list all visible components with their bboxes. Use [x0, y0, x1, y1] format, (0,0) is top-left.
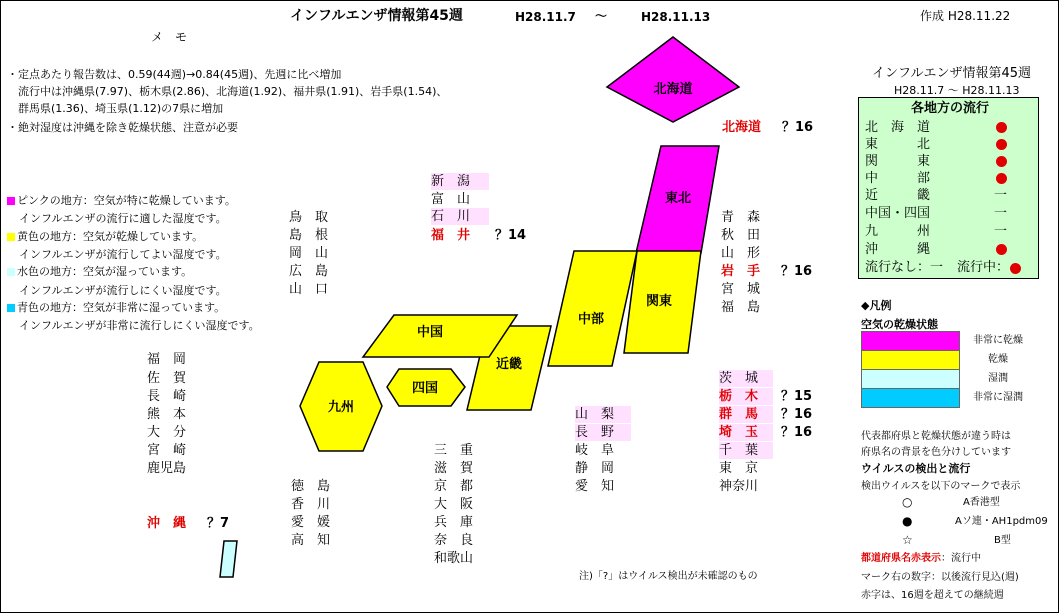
pref-nagano: [575, 424, 631, 441]
pref-hyogo: [434, 514, 494, 531]
pref-iwate: [721, 263, 831, 280]
virus-mark: ？14: [495, 228, 527, 243]
red-name-note: [861, 554, 981, 564]
pref-name: 愛 知: [575, 479, 615, 494]
swatch-label: 湿潤: [988, 373, 1008, 384]
star-icon: ☆: [902, 533, 913, 547]
pref-name: 静 岡: [575, 461, 615, 476]
pref-name: 沖 縄: [147, 516, 187, 531]
memo-line: ・定点あたり報告数は、0.59(44週)→0.84(45週)、先週に比べ増加: [7, 68, 342, 81]
pref-name: 宮 崎: [147, 443, 187, 458]
pref-tokushima: [291, 478, 351, 495]
color-note: 水色の地方：空気が湿っています。: [17, 265, 193, 278]
status-active-icon: [996, 156, 1007, 167]
color-note: インフルエンザが流行してよい湿度です。: [19, 248, 227, 261]
pref-yamagata: [721, 245, 781, 262]
pref-name: 三 重: [434, 443, 474, 458]
bg-note-line: 府県名の背景を色分けしています: [861, 447, 1011, 458]
status-row-region: 九 州: [865, 224, 931, 239]
legend-dates: H28.11.7 ～ H28.11.13: [894, 84, 1020, 97]
region-label-tohoku: 東北: [664, 191, 692, 206]
pref-name: 岡 山: [289, 246, 329, 261]
pref-ibaraki: [719, 370, 773, 387]
pref-kagoshima: [147, 460, 207, 477]
pref-name: 神奈川: [719, 479, 759, 494]
pref-oita: [147, 424, 207, 441]
pref-kyoto: [434, 478, 494, 495]
status-row-region: 中 部: [865, 171, 931, 186]
hanrei-title: ◆凡例: [861, 299, 892, 312]
pref-kagawa: [291, 496, 351, 513]
region-label-kyushu: 九州: [327, 400, 355, 415]
footer-active: 流行中：: [957, 260, 1010, 275]
pref-name: 埼 玉: [719, 425, 759, 440]
pref-name: 栃 木: [719, 389, 759, 404]
bg-note-line: 代表都府県と乾燥状態が違う時は: [861, 431, 1011, 442]
pref-kumamoto: [147, 406, 207, 423]
virus-mark-gunma: ？16: [781, 407, 813, 422]
pref-okinawa: [147, 515, 247, 532]
pref-name: 宮 城: [721, 282, 761, 297]
region-label-chubu: 中部: [577, 312, 605, 327]
status-row-region: 沖 縄: [865, 242, 931, 257]
pref-name: 広 島: [289, 264, 329, 279]
footer-none: 流行なし：一: [865, 260, 944, 275]
pref-akita: [721, 227, 781, 244]
pref-name: 長 崎: [147, 389, 187, 404]
status-row-region: 東 北: [865, 137, 931, 152]
region-label-shikoku: 四国: [411, 381, 439, 396]
pref-name: 石 川: [431, 209, 471, 224]
virus-desc: 検出ウイルスを以下のマークで表示: [861, 481, 1021, 492]
region-hokkaido: [607, 37, 739, 122]
pref-name: 鳥 取: [289, 210, 329, 225]
pref-name: 富 山: [431, 192, 471, 207]
color-note: 青色の地方：空気が非常に湿っています。: [17, 301, 226, 314]
pref-name: 山 口: [289, 282, 329, 297]
pref-name: 岩 手: [721, 264, 761, 279]
virus-mark: ？16: [781, 264, 813, 279]
pref-name: 奈 良: [434, 533, 474, 548]
pref-chiba: [719, 442, 773, 459]
region-okinawa: [220, 541, 237, 577]
pref-name: 兵 庫: [434, 515, 474, 530]
swatch-label: 乾燥: [988, 354, 1008, 365]
regional-status-panel: [858, 97, 1039, 279]
status-row-region: 中国・四国: [865, 206, 931, 221]
color-note: インフルエンザが非常に流行しにくい湿度です。: [19, 319, 260, 332]
region-label-chugoku: 中国: [416, 325, 444, 340]
pref-ehime: [291, 514, 351, 531]
pref-name: 滋 賀: [434, 461, 474, 476]
pref-kochi: [291, 532, 351, 549]
pref-name: 島 根: [289, 228, 329, 243]
pref-fukushima: [721, 299, 781, 316]
status-active-icon: [996, 173, 1007, 184]
region-label-hokkaido: 北海道: [653, 82, 693, 97]
pref-name: 長 野: [575, 425, 615, 440]
status-row-region: 北 海 道: [865, 120, 931, 135]
dryness-heading: 空気の乾燥状態: [861, 318, 938, 331]
pref-nagasaki: [147, 388, 207, 405]
pref-niigata: [431, 173, 489, 190]
pref-name: 新 潟: [431, 174, 471, 189]
pref-tottori: [289, 209, 349, 226]
pref-tochigi: [719, 388, 773, 405]
pref-name: 北海道: [722, 120, 762, 135]
pref-name: 福 岡: [147, 352, 187, 367]
pref-name: 京 都: [434, 479, 474, 494]
pref-name: 佐 賀: [147, 371, 187, 386]
status-none-mark: 一: [994, 224, 1008, 239]
pref-name: 秋 田: [721, 228, 761, 243]
report-title: インフルエンザ情報第45週: [290, 8, 463, 24]
red-number-note: 赤字は、16週を超えての継続週: [861, 590, 1004, 601]
color-note: インフルエンザが流行しにくい湿度です。: [19, 284, 227, 297]
pref-name: 福 井: [431, 228, 471, 243]
pref-name: 岐 阜: [575, 443, 615, 458]
swatch-dry: [861, 350, 960, 370]
pref-tokyo: [719, 460, 773, 477]
region-chubu: [548, 251, 637, 366]
status-active-icon: [996, 122, 1007, 133]
pref-name: 群 馬: [719, 407, 759, 422]
virus-heading: ウイルスの検出と流行: [861, 462, 971, 475]
color-note: インフルエンザの流行に適した湿度です。: [19, 212, 227, 225]
pref-shimane: [289, 227, 349, 244]
date-tilde: ～: [595, 9, 608, 23]
swatch-very-dry: [861, 331, 960, 351]
pref-hiroshima: [289, 263, 349, 280]
pref-aichi: [575, 478, 631, 495]
pref-mie: [434, 442, 494, 459]
virus-mark-tochigi: ？15: [781, 389, 813, 404]
region-label-kanto: 関東: [645, 294, 673, 309]
pref-miyazaki: [147, 442, 207, 459]
virus-mark-saitama: ？16: [781, 425, 813, 440]
status-active-icon: [996, 139, 1007, 150]
pref-hokkaido: [722, 119, 832, 136]
swatch-humid: [861, 369, 960, 389]
number-note: マーク右の数字：以後流行見込(週): [861, 572, 1019, 583]
pref-kanagawa: [719, 478, 773, 495]
pref-fukui: [431, 227, 541, 244]
pref-shiga: [434, 460, 494, 477]
pref-osaka: [434, 496, 494, 513]
pref-gifu: [575, 442, 631, 459]
pref-name: 山 形: [721, 246, 761, 261]
pref-name: 愛 媛: [291, 515, 331, 530]
color-note: ピンクの地方：空気が特に乾燥しています。: [17, 194, 236, 207]
status-row-region: 関 東: [865, 154, 931, 169]
regional-status-heading: 各地方の流行: [911, 101, 990, 116]
mark-label: A香港型: [963, 497, 1000, 508]
pref-name: 青 森: [721, 210, 761, 225]
pref-name: 大 阪: [434, 497, 474, 512]
pref-name: 大 分: [147, 425, 187, 440]
pref-name: 徳 島: [291, 479, 331, 494]
mark-label: Aソ連・AH1pdm09: [955, 516, 1048, 527]
pref-name: 高 知: [291, 533, 331, 548]
pref-wakayama: [434, 550, 494, 567]
memo-line: 群馬県(1.36)、埼玉県(1.12)の7県に増加: [7, 102, 224, 115]
pref-name: 香 川: [291, 497, 331, 512]
pref-aomori: [721, 209, 781, 226]
legend-title: インフルエンザ情報第45週: [872, 66, 1032, 81]
memo-heading: メ モ: [151, 30, 188, 44]
pref-saga: [147, 370, 207, 387]
pref-name: 山 梨: [575, 407, 615, 422]
hollow-circle-icon: ○: [902, 495, 913, 509]
pref-okayama: [289, 245, 349, 262]
status-none-mark: 一: [994, 188, 1008, 203]
mark-label: B型: [994, 535, 1011, 546]
pref-ishikawa: [431, 208, 489, 225]
status-row-region: 近 畿: [865, 188, 931, 203]
memo-line: ・絶対湿度は沖縄を除き乾燥状態、注意が必要: [7, 121, 238, 134]
swatch-label: 非常に乾燥: [973, 335, 1023, 346]
virus-mark: ？7: [207, 516, 230, 531]
status-none-mark: 一: [994, 206, 1008, 221]
pref-nara: [434, 532, 494, 549]
region-label-kinki: 近畿: [495, 357, 523, 372]
memo-line: 流行中は沖縄県(7.97)、栃木県(2.86)、北海道(1.92)、福井県(1.91)、岩手県(1.54)、: [7, 85, 448, 98]
pref-gunma: [719, 406, 773, 423]
red-name-strong: 都道府県名赤表示: [861, 553, 941, 564]
virus-mark: ？16: [782, 120, 814, 135]
date-from: H28.11.7: [515, 10, 576, 24]
pref-name: 茨 城: [719, 371, 759, 386]
pref-shizuoka: [575, 460, 631, 477]
pref-yamaguchi: [289, 281, 349, 298]
pref-toyama: [431, 191, 489, 208]
created-date: 作成 H28.11.22: [920, 9, 1011, 23]
filled-circle-icon: ●: [902, 514, 913, 528]
swatch-very-humid: [861, 388, 960, 408]
pref-saitama: [719, 424, 773, 441]
date-to: H28.11.13: [641, 10, 711, 24]
pref-fukuoka: [147, 351, 207, 368]
color-note: 黄色の地方：空気が乾燥しています。: [17, 230, 204, 243]
pref-miyagi: [721, 281, 781, 298]
pref-name: 和歌山: [434, 551, 474, 566]
pref-yamanashi: [575, 406, 631, 423]
swatch-label: 非常に湿潤: [973, 392, 1023, 403]
footnote: 注)「?」はウイルス検出が未確認のもの: [579, 571, 758, 582]
pref-name: 千 葉: [719, 443, 759, 458]
pref-name: 鹿児島: [147, 461, 187, 476]
status-active-icon: [1010, 263, 1021, 274]
red-name-rest: ：流行中: [941, 553, 981, 564]
pref-name: 福 島: [721, 300, 761, 315]
pref-name: 熊 本: [147, 407, 187, 422]
status-active-icon: [996, 244, 1007, 255]
pref-name: 東 京: [719, 461, 759, 476]
